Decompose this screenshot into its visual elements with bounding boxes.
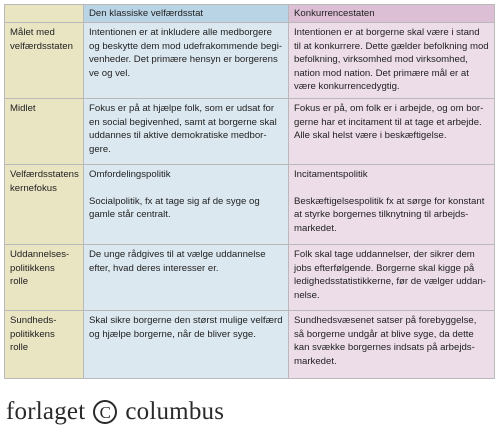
cell-line: Intentionen er at borgerne skal være i stand bbox=[294, 27, 480, 39]
klassisk-cell bbox=[84, 245, 289, 311]
cell-line: til at konkurrere. Dette gælder befolkning mod bbox=[294, 40, 489, 52]
row-label-line: rolle bbox=[10, 342, 29, 354]
cell-line: gere. bbox=[89, 143, 111, 155]
publisher-name-right: columbus bbox=[125, 398, 225, 425]
cell-line: Beskæftigelsespolitik fx at sørge for konstant bbox=[294, 195, 485, 207]
cell-line: en social begivenhed, samt at borgerne skal bbox=[89, 116, 277, 128]
cell-line: være konkurrencedygtig. bbox=[294, 81, 400, 93]
row-label-line: Midlet bbox=[10, 103, 36, 115]
copyright-c-icon bbox=[93, 400, 117, 424]
cell-line: Alle skal helst være i beskæftigelse. bbox=[294, 130, 447, 142]
row-label-cell bbox=[5, 165, 84, 245]
cell-line: gerne har et incitament til at tage et arbejde. bbox=[294, 116, 482, 128]
cell-heading: Incitamentspolitik bbox=[294, 169, 368, 181]
cell-line: og hjælpe borgerne, når de bliver syge. bbox=[89, 328, 256, 340]
logo-letter: C bbox=[99, 402, 112, 422]
header-row bbox=[5, 5, 495, 23]
cell-line: Sundhedsvæsenet satser på forebyggelse, bbox=[294, 315, 477, 327]
cell-line: jobs efterfølgende. Borgerne skal kigge på bbox=[294, 262, 475, 274]
konkurrence-cell bbox=[289, 165, 495, 245]
cell-line: markedet. bbox=[294, 222, 337, 234]
cell-line: at styrke borgernes tilknytning til arbejds- bbox=[294, 209, 469, 221]
table-row bbox=[5, 165, 495, 245]
header-klassisk: Den klassiske velfærdsstat bbox=[84, 5, 289, 23]
cell-line: ledighedsstatistikkerne, før de vælger uddan- bbox=[294, 276, 486, 288]
table-row bbox=[5, 311, 495, 379]
row-label-line: Målet med bbox=[10, 27, 55, 39]
row-label-line: velfærdsstaten bbox=[10, 40, 73, 52]
cell-line: Fokus er på at hjælpe folk, som er udsat for bbox=[89, 103, 275, 115]
klassisk-cell bbox=[84, 311, 289, 379]
konkurrence-cell bbox=[289, 23, 495, 99]
corner-header-cell bbox=[5, 5, 84, 23]
table-row bbox=[5, 245, 495, 311]
publisher-name-left: forlaget bbox=[6, 398, 86, 425]
header-konkurrence: Konkurrencestaten bbox=[289, 5, 495, 23]
row-label-cell bbox=[5, 245, 84, 311]
cell-line: markedet. bbox=[294, 355, 337, 367]
row-label-line: Sundheds- bbox=[10, 315, 57, 327]
row-label-line: rolle bbox=[10, 276, 29, 288]
cell-line: Folk skal tage uddannelser, der sikrer dem bbox=[294, 249, 475, 261]
row-label-line: politikkens bbox=[10, 262, 55, 274]
comparison-table bbox=[4, 4, 495, 379]
cell-line: kan svække borgernes indsats på arbejds- bbox=[294, 342, 475, 354]
cell-line: Skal sikre borgerne den størst mulige velfærd bbox=[89, 315, 283, 327]
cell-line: og beskytte dem mod udefrakommende begi- bbox=[89, 40, 283, 52]
cell-line: nelse. bbox=[294, 289, 320, 301]
cell-spacer bbox=[294, 182, 489, 195]
cell-line: Fokus er på, om folk er i arbejde, og om bor- bbox=[294, 103, 484, 115]
klassisk-cell bbox=[84, 99, 289, 165]
cell-line: venheder. Det primære hensyn er borgerens bbox=[89, 54, 278, 66]
comparison-table-container bbox=[4, 4, 494, 379]
table-row bbox=[5, 23, 495, 99]
cell-line: uddannes til aktive demokratiske medbor- bbox=[89, 130, 267, 142]
row-label-line: Velfærdsstatens bbox=[10, 169, 79, 181]
row-label-line: kernefokus bbox=[10, 182, 57, 194]
row-label-cell bbox=[5, 99, 84, 165]
klassisk-cell bbox=[84, 165, 289, 245]
konkurrence-cell bbox=[289, 245, 495, 311]
konkurrence-cell bbox=[289, 99, 495, 165]
cell-line: befolkning, virksomhed mod virksomhed, bbox=[294, 54, 468, 66]
cell-line: Intentionen er at inkludere alle medborgere bbox=[89, 27, 272, 39]
cell-line: De unge rådgives til at vælge uddannelse bbox=[89, 249, 266, 261]
cell-heading: Omfordelingspolitik bbox=[89, 169, 171, 181]
row-label-cell bbox=[5, 311, 84, 379]
cell-line: Socialpolitik, fx at tage sig af de syge og bbox=[89, 195, 260, 207]
row-label-cell bbox=[5, 23, 84, 99]
klassisk-cell bbox=[84, 23, 289, 99]
cell-line: efter, hvad deres interesser er. bbox=[89, 262, 219, 274]
cell-line: nation mod nation. Det primære mål er at bbox=[294, 67, 469, 79]
row-label-line: Uddannelses- bbox=[10, 249, 70, 261]
row-label-line: politikkens bbox=[10, 328, 55, 340]
cell-line: gamle står centralt. bbox=[89, 209, 171, 221]
cell-line: så borgerne undgår at blive syge, da dette bbox=[294, 328, 474, 340]
cell-line: ve og vel. bbox=[89, 67, 131, 79]
publisher-logo bbox=[6, 398, 224, 426]
cell-spacer bbox=[89, 182, 283, 195]
konkurrence-cell bbox=[289, 311, 495, 379]
table-row bbox=[5, 99, 495, 165]
